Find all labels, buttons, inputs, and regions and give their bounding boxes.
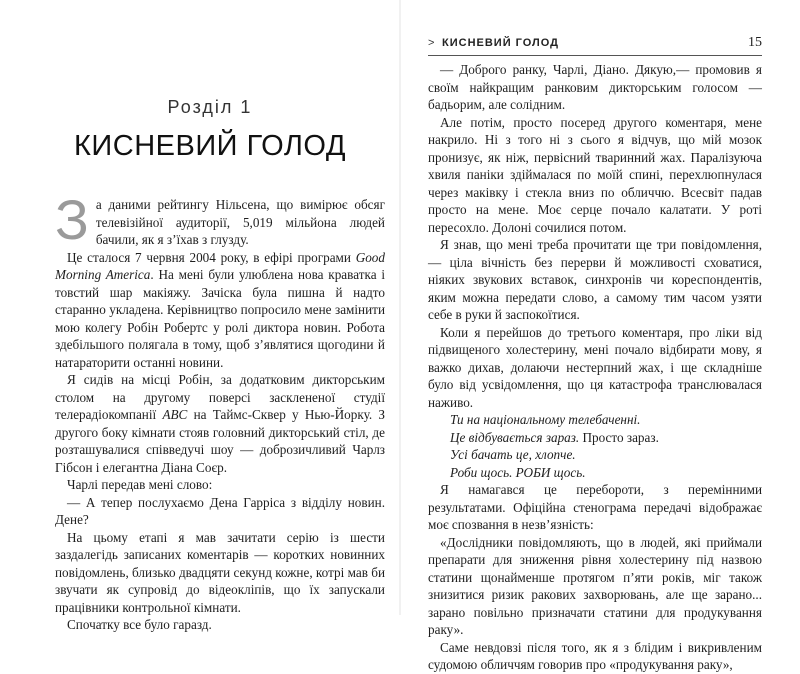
paragraph-2-text-b: . На мені були улюблена нова краватка і товстий шар макіяжу. Зачіска була пишна й надто старанно укладена. Керівництво попросило мене замінити мою колегу Робін Робертс у ролі диктора новин. Робота здебільшого полягала в тому, щоб з’являтися щогодини й натараторити останні новини.	[55, 267, 386, 370]
paragraph-6: На цьому етапі я мав зачитати серію із шести заздалегідь записаних коментарів — коротких новинних повідомлень, близько двадцяти секунд кожне, котрі мав би звучати як супровід до відеокліпів, що їх запускали працівники контрольної кімнати.	[55, 529, 385, 615]
page-number: 15	[748, 35, 762, 50]
thought-text-4: Роби щось. РОБИ щось.	[450, 464, 586, 480]
running-head-title: КИСНЕВИЙ ГОЛОД	[442, 37, 559, 49]
paragraph-3: Я знав, що мені треба прочитати ще три повідомлення,— ціла вічність без перерви й можливості сховатися, ніяких звукових вставок, синхронів чи кореспондентів, яким можна передати слово, а самому тим часом узяти себе в руки й заспокоїтися.	[428, 237, 762, 322]
thought-line-2	[450, 429, 762, 447]
thought-text-3: Усі бачать це, хлопче.	[450, 447, 576, 462]
thought-tail-2: Просто зараз.	[579, 429, 659, 445]
paragraph-5: Я намагався це перебороти, з перемінними результатами. Офіційна стенограма передачі відображає моє спозвання в незв’язність:	[428, 482, 762, 532]
paragraph-4: Коли я перейшов до третього коментаря, про ліки від підвищеного холестерину, мені почало відбирати мову, я важко дихав, долаючи нестерпний жах, і ще складніше було від усвідомлення, що ця катастрофа транслювалася наживо.	[428, 324, 762, 410]
thought-line-3	[450, 446, 762, 464]
left-body-text	[55, 188, 386, 634]
thought-line-1	[450, 411, 762, 429]
paragraph-3-text-b: на Таймс-Сквер у Нью-Йорку. З другого боку кімнати стояв головний дикторський стіл, де розташувалися співведучі шоу — доброзичливий Чарлз Гібсон і елегантна Діана Соєр.	[55, 407, 386, 475]
header-arrow-icon: >	[428, 37, 435, 49]
paragraph-1: — Доброго ранку, Чарлі, Діано. Дякую,— промовив я своїм найкращим ранковим дикторським голосом — бадьорим, але солідним.	[428, 62, 762, 112]
paragraph-3	[55, 371, 385, 476]
left-page	[0, 0, 400, 632]
right-body-text	[428, 61, 762, 674]
paragraph-1-text: а даними рейтингу Нільсена, що вимірює обсяг телевізійної аудиторії, 5,019 мільйона людей бачили, як я з’їхав з глузду.	[95, 197, 385, 247]
chapter-title: КИСНЕВИЙ ГОЛОД	[74, 130, 346, 162]
paragraph-7: Спочатку все було гаразд.	[67, 617, 212, 632]
paragraph-2-text-a: Це сталося 7 червня 2004 року, в ефірі програми	[67, 249, 356, 265]
thought-text-2: Це відбувається зараз.	[450, 429, 580, 445]
paragraph-5: — А тепер послухаємо Дена Гарріса з відділу новин. Дене?	[55, 494, 385, 527]
program-title: Good Morning America	[55, 249, 385, 282]
paragraph-2	[55, 249, 385, 372]
paragraph-4: Чарлі передав мені слово:	[67, 477, 213, 492]
paragraph-7: Саме невдовзі після того, як я з блідим і викривленим судомою обличчям говорив про «продукування раку»,	[428, 639, 762, 672]
running-header	[428, 35, 762, 56]
paragraph-1	[55, 188, 385, 251]
right-page	[400, 0, 800, 672]
chapter-label: Розділ 1	[167, 97, 253, 117]
thought-line-4	[450, 464, 762, 482]
paragraph-6: «Дослідники повідомляють, що в людей, які приймали препарати для зниження рівня холестерину під назвою статини щонайменше протягом п’яти років, міг також знизитися ризик ракових захворювань, але ще зарано... зарано повільно призначати статини для продукування раку».	[428, 534, 762, 637]
paragraph-2: Але потім, просто посеред другого коментаря, мене накрило. Ні з того ні з сього я відчув, що мій мозок пронизує, як ніж, первісний тваринний жах. Паралізуюча хвиля паніки здіймалася по моїй спині, перехлюпнулася через маківку і стекла вниз по обличчю. Всесвіт падав просто на мене. Моє серце почало калатати. У роті пересохло. Долоні сочилися потом.	[428, 114, 762, 235]
italic-thoughts	[450, 411, 762, 481]
drop-cap: З	[55, 188, 89, 251]
paragraph-3-text-a: Я сидів на місці Робін, за додатковим дикторським столом на другому поверсі засклененої студії телерадіокомпанії	[55, 372, 385, 422]
network-name: ABC	[162, 407, 188, 422]
thought-text-1: Ти на національному телебаченні.	[450, 412, 641, 427]
